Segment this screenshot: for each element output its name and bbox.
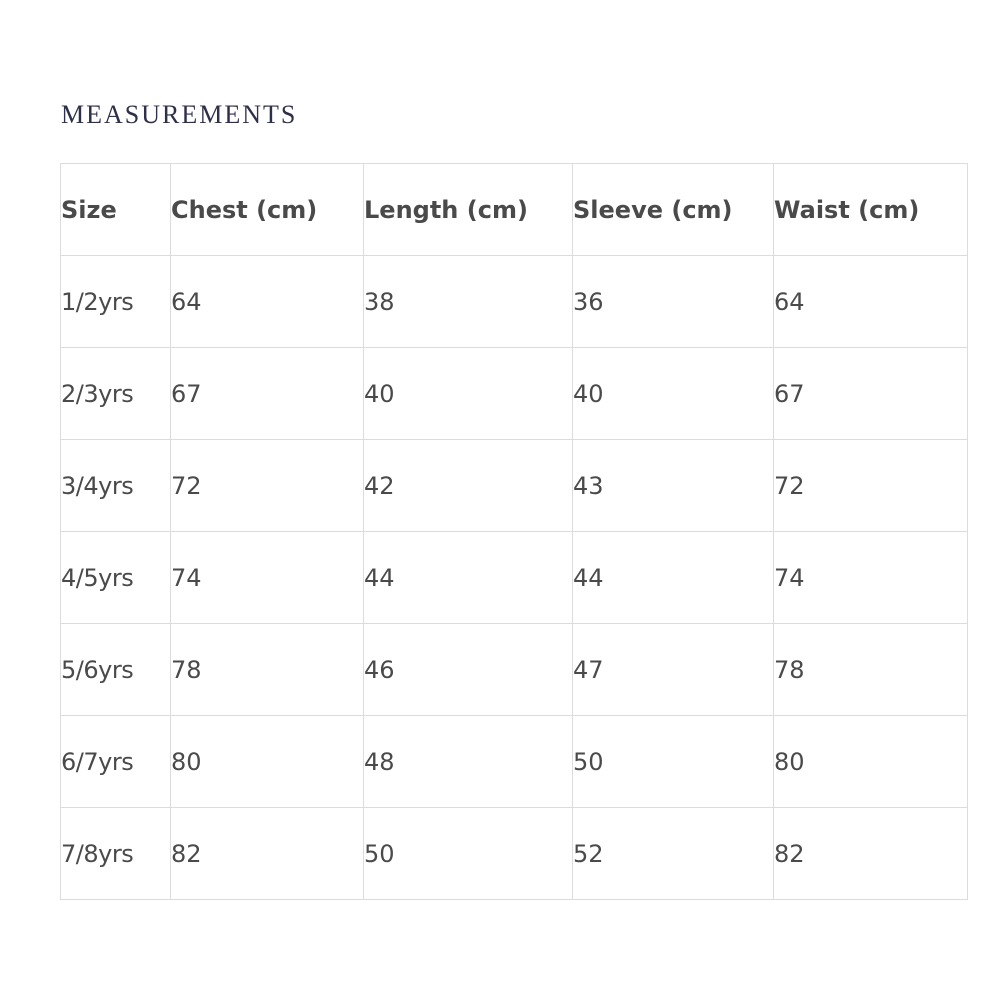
header-size: Size: [61, 164, 171, 256]
cell-chest: 78: [171, 624, 364, 716]
cell-waist: 64: [774, 256, 968, 348]
table-row: [61, 624, 968, 716]
cell-size: 2/3yrs: [61, 348, 171, 440]
cell-waist: 78: [774, 624, 968, 716]
cell-sleeve: 52: [573, 808, 774, 900]
table-row: [61, 532, 968, 624]
cell-length: 48: [364, 716, 573, 808]
table-row: [61, 440, 968, 532]
header-waist: Waist (cm): [774, 164, 968, 256]
table-row: [61, 348, 968, 440]
header-chest: Chest (cm): [171, 164, 364, 256]
cell-sleeve: 43: [573, 440, 774, 532]
cell-sleeve: 36: [573, 256, 774, 348]
table-row: [61, 716, 968, 808]
cell-waist: 82: [774, 808, 968, 900]
cell-size: 3/4yrs: [61, 440, 171, 532]
cell-waist: 72: [774, 440, 968, 532]
cell-chest: 72: [171, 440, 364, 532]
cell-size: 7/8yrs: [61, 808, 171, 900]
cell-length: 42: [364, 440, 573, 532]
measurements-table: [60, 163, 968, 900]
cell-chest: 82: [171, 808, 364, 900]
header-sleeve: Sleeve (cm): [573, 164, 774, 256]
cell-size: 4/5yrs: [61, 532, 171, 624]
header-length: Length (cm): [364, 164, 573, 256]
cell-waist: 67: [774, 348, 968, 440]
cell-waist: 80: [774, 716, 968, 808]
cell-sleeve: 50: [573, 716, 774, 808]
cell-size: 6/7yrs: [61, 716, 171, 808]
cell-chest: 74: [171, 532, 364, 624]
table-header-row: [61, 164, 968, 256]
cell-sleeve: 47: [573, 624, 774, 716]
cell-chest: 64: [171, 256, 364, 348]
cell-sleeve: 44: [573, 532, 774, 624]
cell-length: 44: [364, 532, 573, 624]
cell-size: 5/6yrs: [61, 624, 171, 716]
cell-chest: 80: [171, 716, 364, 808]
cell-length: 40: [364, 348, 573, 440]
table-row: [61, 256, 968, 348]
cell-waist: 74: [774, 532, 968, 624]
cell-size: 1/2yrs: [61, 256, 171, 348]
table-row: [61, 808, 968, 900]
cell-length: 50: [364, 808, 573, 900]
cell-length: 38: [364, 256, 573, 348]
cell-chest: 67: [171, 348, 364, 440]
cell-length: 46: [364, 624, 573, 716]
page-title: MEASUREMENTS: [61, 100, 298, 129]
cell-sleeve: 40: [573, 348, 774, 440]
